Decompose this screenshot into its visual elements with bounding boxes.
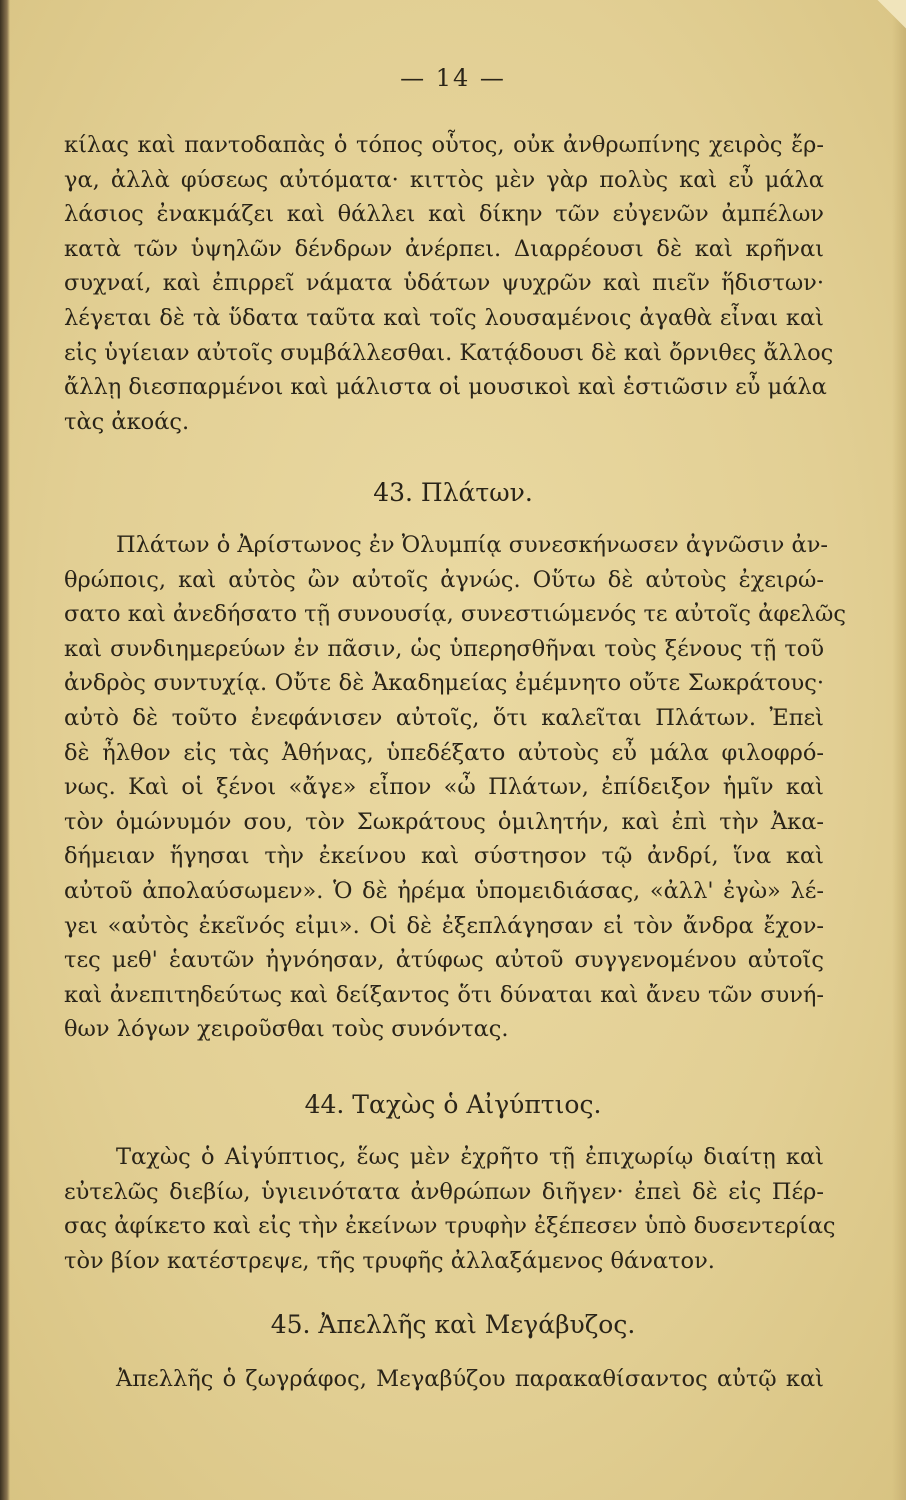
text-line: ἀνδρὸς συντυχίᾳ. Οὔτε δὲ Ἀκαδημείας ἐμέμνητο οὔτε Σωκράτους· [64,670,824,697]
text-line: θρώποις, καὶ αὐτὸς ὢν αὐτοῖς ἀγνώς. Οὕτω δὲ αὐτοὺς ἐχειρώ- [64,566,824,593]
text-line: εἰς ὑγίειαν αὐτοῖς συμβάλλεσθαι. Κατᾴδουσι δὲ καὶ ὄρνιθες ἄλλος [64,339,834,366]
page-fold-shadow [892,0,906,1500]
text-line: λάσιος ἐνακμάζει καὶ θάλλει καὶ δίκην τῶν εὐγενῶν ἀμπέλων [64,201,824,228]
text-line: δὲ ἦλθον εἰς τὰς Ἀθήνας, ὑπεδέξατο αὐτοὺς εὖ μάλα φιλοφρό- [64,739,824,766]
text-line: θων λόγων χειροῦσθαι τοὺς συνόντας. [64,1016,509,1043]
section-heading-43: 43. Πλάτων. [373,478,533,507]
binding-edge [0,0,10,1500]
text-line: Ἀπελλῆς ὁ ζωγράφος, Μεγαβύζου παρακαθίσαντος αὐτῷ καὶ [116,1366,824,1392]
paragraph-platon [64,528,846,1047]
text-line: κίλας καὶ παντοδαπὰς ὁ τόπος οὗτος, οὐκ ἀνθρωπίνης χειρὸς ἔρ- [64,132,824,158]
section-heading-45: 45. Ἀπελλῆς καὶ Μεγάβυζος. [270,1310,636,1339]
text-line: λέγεται δὲ τὰ ὕδατα ταῦτα καὶ τοῖς λουσαμένοις ἀγαθὰ εἶναι καὶ [64,304,824,331]
section-heading-44: 44. Ταχὼς ὁ Αἰγύπτιος. [304,1090,602,1119]
text-line: αὐτὸ δὲ τοῦτο ἐνεφάνισεν αὐτοῖς, ὅτι καλεῖται Πλάτων. Ἐπεὶ [64,704,824,731]
paragraph-tachos [64,1140,836,1278]
text-line: δήμειαν ἥγησαι τὴν ἐκείνου καὶ σύστησον τῷ ἀνδρί, ἵνα καὶ [64,843,824,870]
text-line: ἄλλῃ διεσπαρμένοι καὶ μάλιστα οἱ μουσικοὶ καὶ ἑστιῶσιν εὖ μάλα [64,374,827,401]
text-line: συχναί, καὶ ἐπιρρεῖ νάματα ὑδάτων ψυχρῶν καὶ πιεῖν ἥδιστων· [64,270,824,297]
corner-crease [866,0,906,40]
text-line: γα, ἀλλὰ φύσεως αὐτόματα· κιττὸς μὲν γὰρ πολὺς καὶ εὖ μάλα [64,166,824,193]
text-line: καὶ ἀνεπιτηδεύτως καὶ δείξαντος ὅτι δύναται καὶ ἄνευ τῶν συνή- [64,981,824,1008]
text-line: Πλάτων ὁ Ἀρίστωνος ἐν Ὀλυμπίᾳ συνεσκήνωσεν ἀγνῶσιν ἀν- [116,532,828,558]
paragraph-apelles [64,1362,824,1397]
text-line: εὐτελῶς διεβίω, ὑγιεινότατα ἀνθρώπων διῆγεν· ἐπεὶ δὲ εἰς Πέρ- [64,1178,824,1205]
text-line: τες μεθ' ἑαυτῶν ἠγνόησαν, ἀτύφως αὐτοῦ συγγενομένου αὐτοῖς [64,947,824,974]
text-line: γει «αὐτὸς ἐκεῖνός εἰμι». Οἱ δὲ ἐξεπλάγησαν εἰ τὸν ἄνδρα ἔχον- [64,912,824,939]
text-line: κατὰ τῶν ὑψηλῶν δένδρων ἀνέρπει. Διαρρέουσι δὲ καὶ κρῆναι [64,235,824,262]
text-line: τὰς ἀκοάς. [64,408,190,435]
text-line: σατο καὶ ἀνεδήσατο τῇ συνουσίᾳ, συνεστιώμενός τε αὐτοῖς ἀφελῶς [64,601,846,628]
paragraph-continuation [64,128,834,439]
text-line: τὸν βίον κατέστρεψε, τῆς τρυφῆς ἀλλαξάμενος θάνατον. [64,1247,715,1274]
text-line: Ταχὼς ὁ Αἰγύπτιος, ἕως μὲν ἐχρῆτο τῇ ἐπιχωρίῳ διαίτῃ καὶ [116,1144,824,1170]
text-line: νως. Καὶ οἱ ξένοι «ἄγε» εἶπον «ὦ Πλάτων, ἐπίδειξον ἡμῖν καὶ [64,774,824,801]
text-line: καὶ συνδιημερεύων ἐν πᾶσιν, ὡς ὑπερησθῆναι τοὺς ξένους τῇ τοῦ [64,635,824,662]
page-number: — 14 — [400,64,506,92]
text-line: σας ἀφίκετο καὶ εἰς τὴν ἐκείνων τρυφὴν ἐξέπεσεν ὑπὸ δυσεντερίας [64,1213,836,1240]
text-line: αὐτοῦ ἀπολαύσωμεν». Ὁ δὲ ἠρέμα ὑπομειδιάσας, «ἀλλ' ἐγὼ» λέ- [64,877,824,904]
text-line: τὸν ὁμώνυμόν σου, τὸν Σωκράτους ὁμιλητήν, καὶ ἐπὶ τὴν Ἀκα- [64,808,824,835]
